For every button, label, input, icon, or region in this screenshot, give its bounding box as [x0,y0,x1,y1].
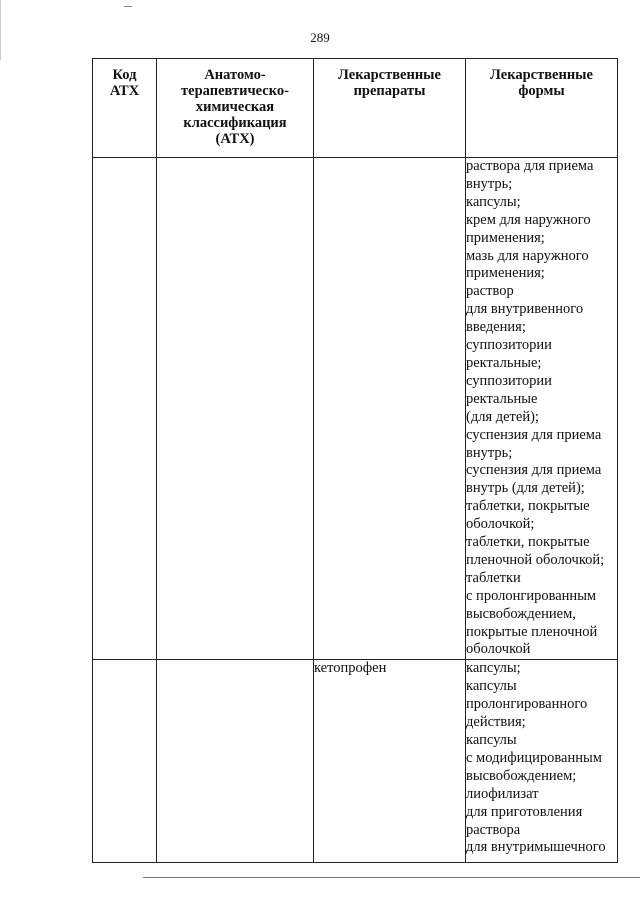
cell-drug [314,158,466,660]
dosage-form-line: оболочкой [466,641,531,658]
header-atx-classification [157,59,314,158]
dosage-form-line: покрытые пленочной [466,623,598,640]
dosage-form-line: ректальные; [466,354,542,371]
dosage-form-line: мазь для наружного [466,247,589,264]
cell-atx-code [93,660,157,863]
dosage-form-line: суспензия для приема [466,426,602,443]
dosage-form-line: оболочкой; [466,516,535,533]
dosage-form-line: суспензия для приема [466,462,602,479]
dosage-form-line: крем для наружного [466,211,591,228]
dosage-form-line: капсулы; [466,193,521,210]
atx-drug-table [92,58,618,863]
header-line: терапевтическо- [181,83,289,99]
dosage-form-line: пленочной оболочкой; [466,551,605,568]
page-bottom-rule [143,877,640,878]
dosage-form-line: внутрь; [466,444,513,461]
dosage-form-line: таблетки, покрытые [466,534,590,551]
dosage-form-line: таблетки, покрытые [466,498,590,515]
header-line: Лекарственные [490,67,593,83]
dosage-form-line: внутрь; [466,175,513,192]
table-row [93,158,618,660]
cell-classification [157,660,314,863]
table-row [93,660,618,863]
dosage-form-line: капсулы [466,732,517,748]
dosage-form-line: пролонгированного [466,696,588,713]
header-dosage-forms [466,59,618,158]
dosage-form-line: таблетки [466,569,521,586]
header-atx-code [93,59,157,158]
page-number: 289 [310,30,330,45]
dosage-form-line: применения; [466,229,545,246]
header-line: (АТХ) [215,131,255,147]
dosage-form-line: капсулы [466,678,517,695]
dosage-form-line: раствора для приема [466,158,594,174]
cell-drug: кетопрофен [314,660,466,863]
header-line: Код [112,67,137,83]
dosage-form-line: капсулы; [466,660,521,677]
dosage-form-line: высвобождением, [466,605,576,622]
header-line: классификация [183,115,287,131]
dosage-form-line: внутрь (для детей); [466,480,585,497]
header-line: химическая [195,99,275,115]
dosage-form-line: действия; [466,714,526,731]
scan-top-mark [124,6,132,7]
cell-dosage-forms [466,660,618,863]
dosage-form-line: с модифицированным [466,749,602,766]
dosage-form-line: введения; [466,319,526,336]
dosage-form-line: применения; [466,265,545,282]
header-line: АТХ [109,83,140,99]
header-line: препараты [353,83,426,99]
dosage-form-line: раствора [466,821,521,838]
cell-classification [157,158,314,660]
table-header-row [93,59,618,158]
dosage-form-line: лиофилизат [466,785,539,802]
dosage-form-line: для внутримышечного [466,839,606,856]
dosage-form-line: ректальные [466,390,538,407]
dosage-form-line: с пролонгированным [466,587,597,604]
dosage-form-line: суппозитории [466,337,552,354]
cell-dosage-forms [466,158,618,660]
header-line: Анатомо- [204,67,266,83]
dosage-form-line: раствор [466,283,514,300]
cell-atx-code [93,158,157,660]
dosage-form-line: суппозитории [466,372,552,389]
dosage-form-line: для приготовления [466,803,583,820]
dosage-form-line: для внутривенного [466,301,584,318]
dosage-form-line: (для детей); [466,408,539,425]
dosage-form-line: высвобождением; [466,767,577,784]
header-drugs [314,59,466,158]
header-line: Лекарственные [338,67,441,83]
header-line: формы [518,83,565,99]
